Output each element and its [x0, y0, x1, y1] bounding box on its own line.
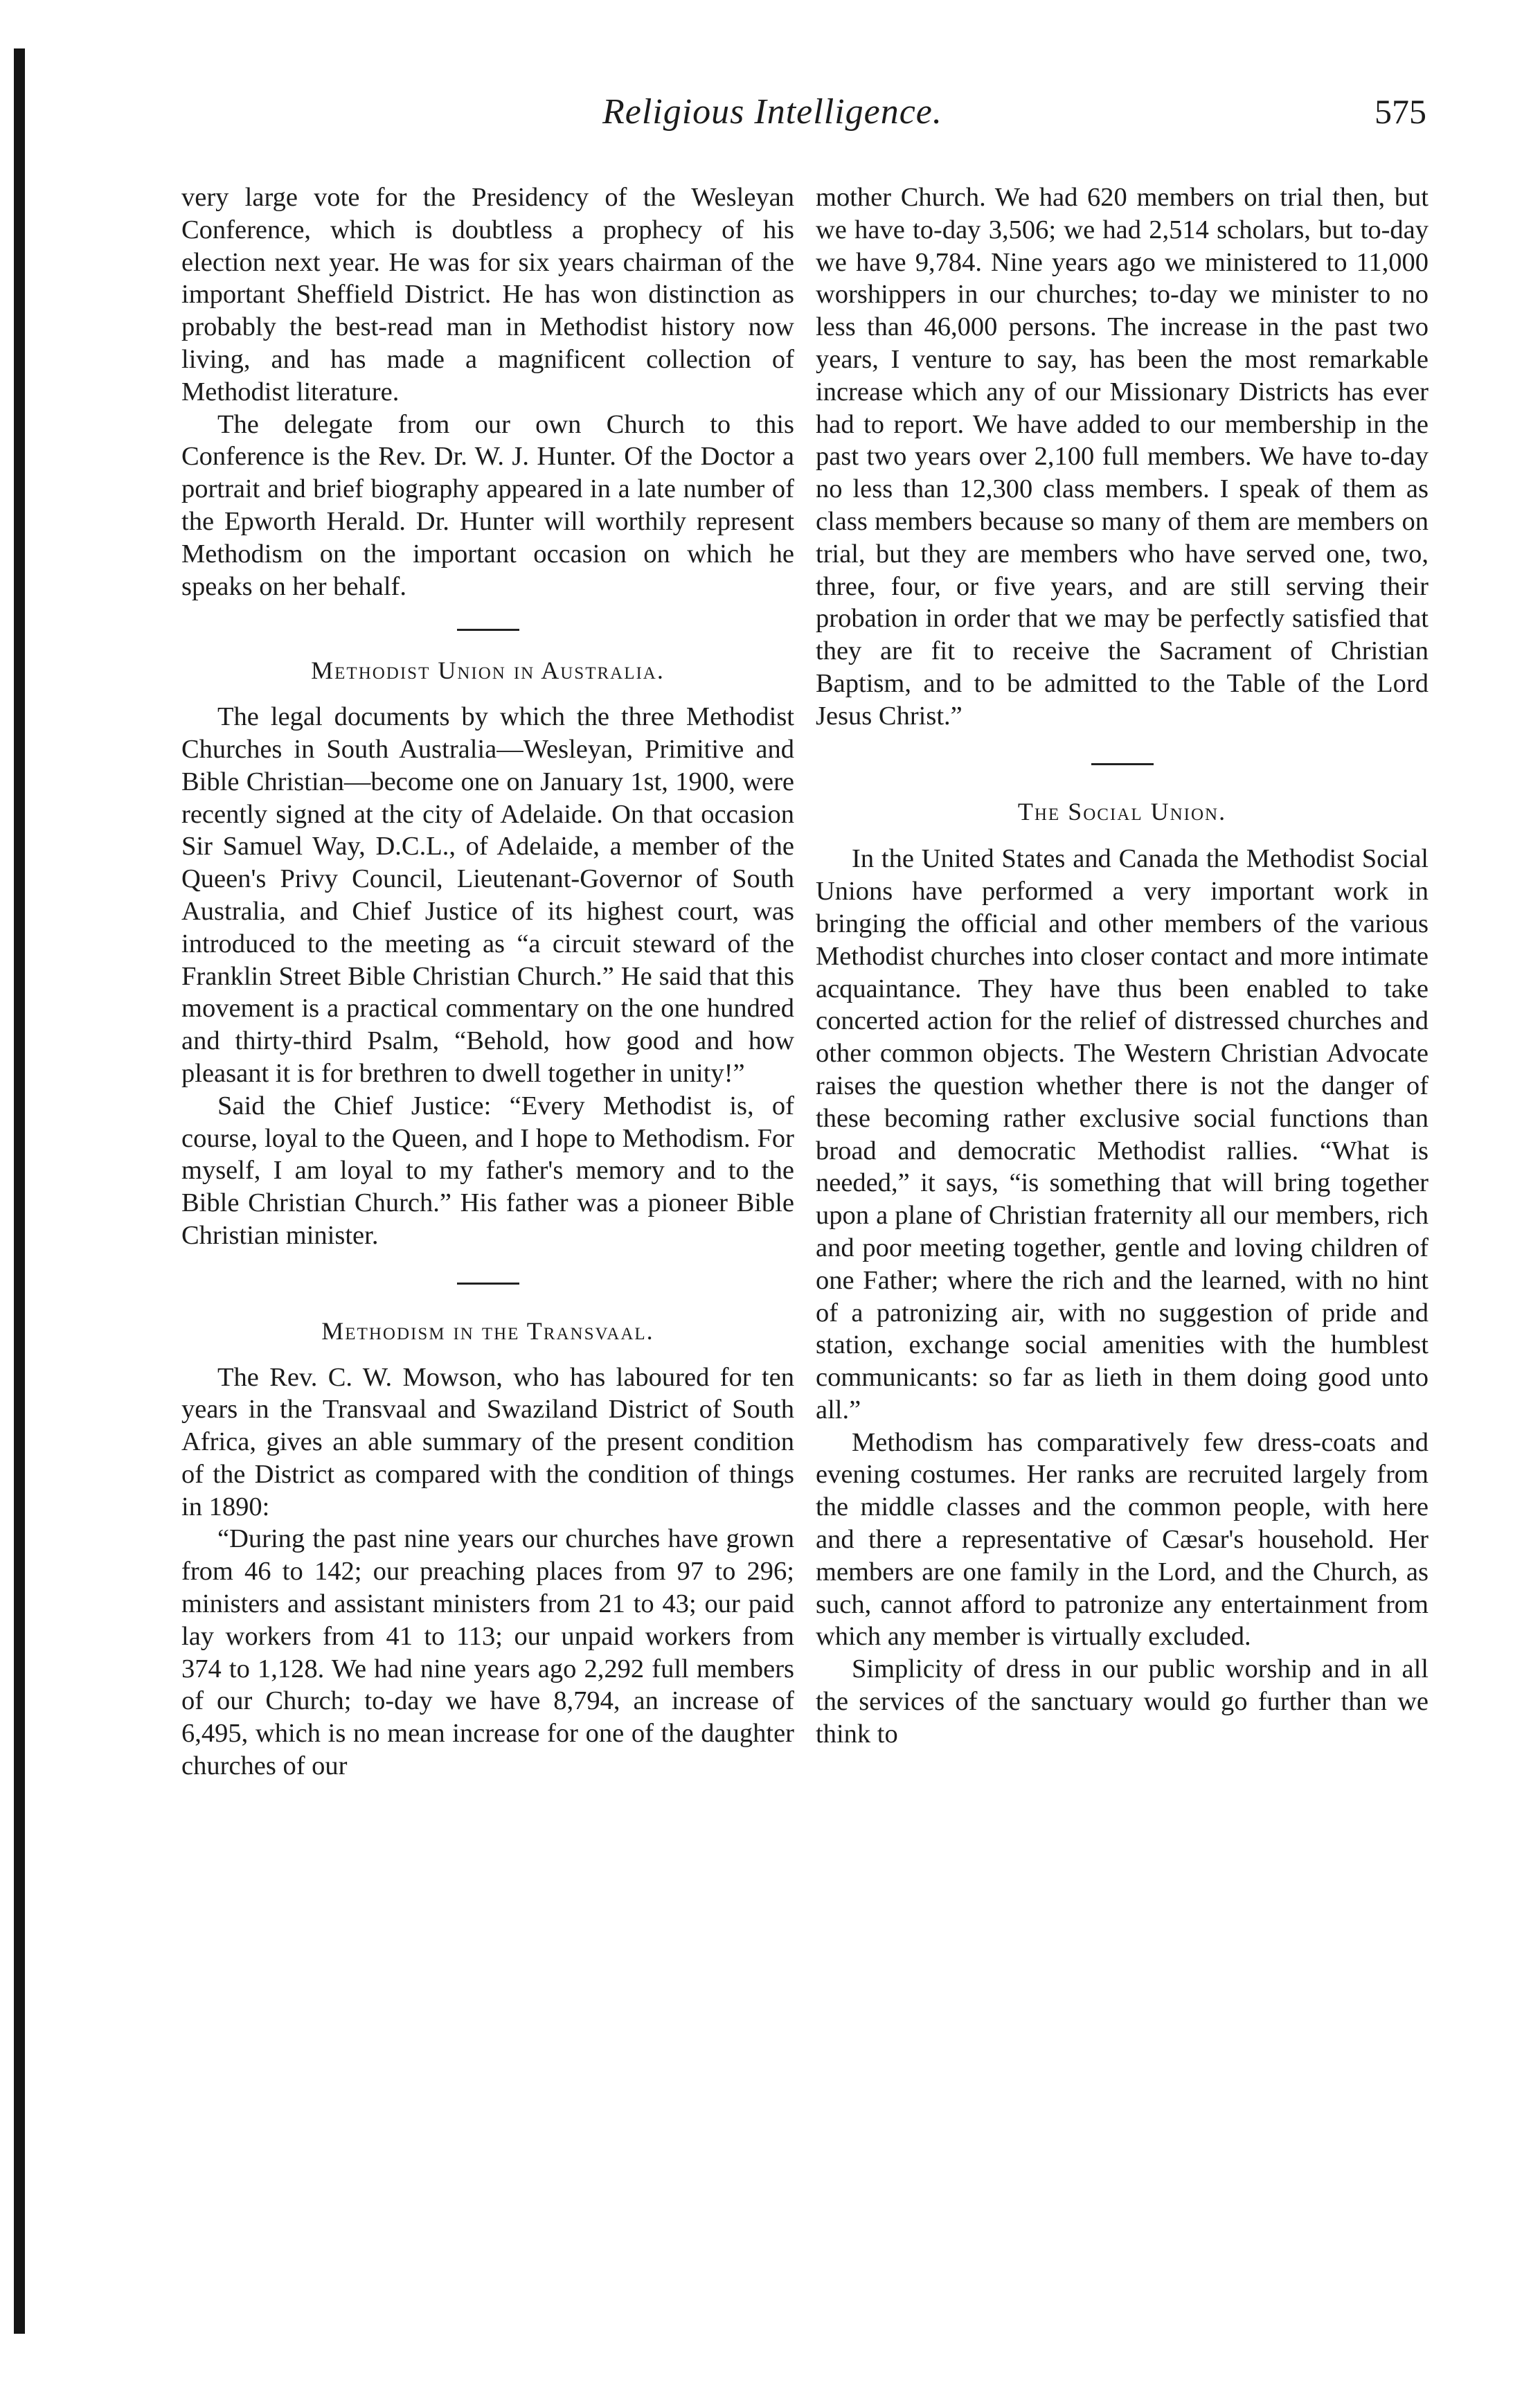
paragraph-continued: very large vote for the Presidency of the Wesleyan Conference, which is doubtless a prophecy of his election next year. He was for six years chairman of the important Sheffield District. He has won distinction as probably the best-read man in Methodist history now living, and has made a magnificent collection of Methodist literature.	[181, 183, 794, 407]
paragraph-social-unions: In the United States and Canada the Methodist Social Unions have performed a very important work in bringing the official and other members of the various Methodist churches into closer contact and more intimate acquaintance. They have thus been enabled to take concerted action for the relief of distressed churches and other common objects. The Western Christian Advocate raises the question whether there is not the danger of these becoming rather exclusive social functions than broad and democratic Methodist rallies. “What is needed,” it says, “is something that will bring together upon a plane of Christian fraternity all our members, rich and poor meeting together, gentle and loving children of one Father; where the rich and the learned, with no hint of a patronizing air, with no suggestion of pride and station, exchange social amenities with the humblest communicants: so far as lieth in them doing good unto all.”	[816, 844, 1429, 1424]
page-number: 575	[1375, 92, 1426, 131]
right-column	[816, 181, 1429, 1751]
paragraph-quote-statistics: “During the past nine years our churches have grown from 46 to 142; our preaching places from 97 to 296; ministers and assistant ministers from 21 to 43; our paid lay workers from 41 to 113; our unpaid workers from 374 to 1,128. We had nine years ago 2,292 full members of our Church; to-day we have 8,794, an increase of 6,495, which is no mean increase for one of the daughter churches of our	[181, 1524, 794, 1781]
paragraph-delegate: The delegate from our own Church to this Conference is the Rev. Dr. W. J. Hunter. Of the Doctor a portrait and brief biography appeared in a late number of the Epworth Herald. Dr. Hunter will worthily represent Methodism on the important occasion on which he speaks on her behalf.	[181, 409, 794, 601]
left-column	[181, 181, 794, 1783]
page-header	[173, 91, 1426, 140]
binding-edge	[14, 48, 25, 2334]
section-heading-social: The Social Union.	[1017, 797, 1227, 825]
paragraph-quote-continued: mother Church. We had 620 members on trial then, but we have to-day 3,506; we had 2,514 scholars, but to-day we have 9,784. Nine years ago we ministered to 11,000 worshippers in our churches; to-day we minister to no less than 46,000 persons. The increase in the past two years, I venture to say, has been the most remarkable increase which any of our Missionary Districts has ever had to report. We have added to our membership in the past two years over 2,100 full members. We have to-day no less than 12,300 class members. I speak of them as class members because so many of them are members on trial, but they are members who have served one, two, three, four, or five years, and are still serving their probation in order that we may be perfectly satisfied that they are fit to receive the Sacrament of Christian Baptism, and to be admitted to the Table of the Lord Jesus Christ.”	[816, 183, 1429, 731]
section-heading-australia: Methodist Union in Australia.	[311, 656, 665, 685]
paragraph-mowson: The Rev. C. W. Mowson, who has laboured for ten years in the Transvaal and Swaziland District of South Africa, gives an able summary of the present condition of the District as compared with the condition of things in 1890:	[181, 1362, 794, 1521]
running-title: Religious Intelligence.	[602, 92, 942, 132]
paragraph-chief-justice: Said the Chief Justice: “Every Methodist is, of course, loyal to the Queen, and I hope to Methodism. For myself, I am loyal to my father's memory and to the Bible Christian Church.” His father was a pioneer Bible Christian minister.	[181, 1091, 794, 1250]
paragraph-dress-coats: Methodism has comparatively few dress-coats and evening costumes. Her ranks are recruited largely from the middle classes and the common people, with here and there a representative of Cæsar's household. Her members are one family in the Lord, and the Church, as such, cannot afford to patronize any entertainment from which any member is virtually excluded.	[816, 1427, 1429, 1652]
section-heading-transvaal: Methodism in the Transvaal.	[321, 1316, 654, 1345]
paragraph-simplicity: Simplicity of dress in our public worship and in all the services of the sanctuary would go further than we think to	[816, 1654, 1429, 1749]
paragraph-australia: The legal documents by which the three Methodist Churches in South Australia—Wesleyan, Primitive and Bible Christian—become one on January 1st, 1900, were recently signed at the city of Adelaide. On that occasion Sir Samuel Way, D.C.L., of Adelaide, a member of the Queen's Privy Council, Lieutenant-Governor of South Australia, and Chief Justice of its highest court, was introduced to the meeting as “a circuit steward of the Franklin Street Bible Christian Church.” He said that this movement is a practical commentary on the one hundred and thirty-third Psalm, “Behold, how good and how pleasant it is for brethren to dwell together in unity!”	[181, 702, 794, 1088]
